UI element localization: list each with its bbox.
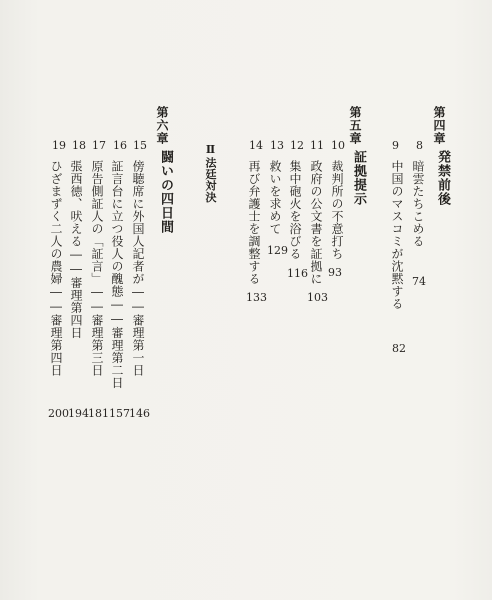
part-numeral: Ⅱ: [204, 143, 217, 156]
entry-number: 16: [113, 139, 127, 152]
page-number: 116: [287, 267, 308, 280]
entry-number: 10: [331, 139, 345, 152]
entry-number: 13: [270, 139, 284, 152]
chapter-label: 第五章: [348, 106, 362, 145]
entry-title: 再び弁護士を調整する: [247, 160, 261, 285]
entry-number: 14: [249, 139, 263, 152]
entry-title: 暗雲たちこめる: [411, 160, 425, 248]
page-number: 82: [392, 342, 406, 355]
page-number: 74: [412, 275, 426, 288]
entry-number: 12: [290, 139, 304, 152]
page-number: 157: [109, 407, 130, 420]
page-number: 181: [88, 407, 109, 420]
entry-title: ひざまずく二人の農婦――審理第四日: [49, 160, 63, 377]
page-number: 129: [267, 244, 288, 257]
entry-title: 裁判所の不意打ち: [330, 160, 344, 260]
page-number: 194: [68, 407, 89, 420]
chapter-title: 発禁前後: [435, 150, 450, 206]
entry-title: 原告側証人の「証言」――審理第三日: [90, 160, 104, 377]
entry-title: 傍聴席に外国人記者が――審理第一日: [131, 160, 145, 377]
chapter-title: 闘いの四日間: [158, 150, 173, 234]
entry-number: 9: [392, 139, 399, 152]
entry-title: 中国のマスコミが沈黙する: [390, 160, 404, 310]
chapter-title: 証拠提示: [351, 150, 366, 206]
entry-number: 19: [52, 139, 66, 152]
page-number: 146: [129, 407, 150, 420]
entry-number: 15: [133, 139, 147, 152]
entry-title: 証言台に立つ役人の醜態――審理第二日: [110, 160, 124, 389]
entry-title: 張西徳、吠える――審理第四日: [69, 160, 83, 339]
part-title: 法廷対決: [204, 157, 217, 203]
entry-number: 17: [92, 139, 106, 152]
page-number: 93: [328, 266, 342, 279]
page-number: 133: [246, 291, 267, 304]
entry-title: 救いを求めて: [268, 160, 282, 235]
entry-number: 18: [72, 139, 86, 152]
entry-title: 集中砲火を浴びる: [288, 160, 302, 260]
chapter-label: 第四章: [432, 106, 446, 145]
entry-title: 政府の公文書を証拠に: [309, 160, 323, 285]
entry-number: 11: [310, 139, 324, 152]
page-number: 103: [307, 291, 328, 304]
chapter-label: 第六章: [155, 106, 169, 145]
page-number: 200: [48, 407, 69, 420]
entry-number: 8: [416, 139, 423, 152]
